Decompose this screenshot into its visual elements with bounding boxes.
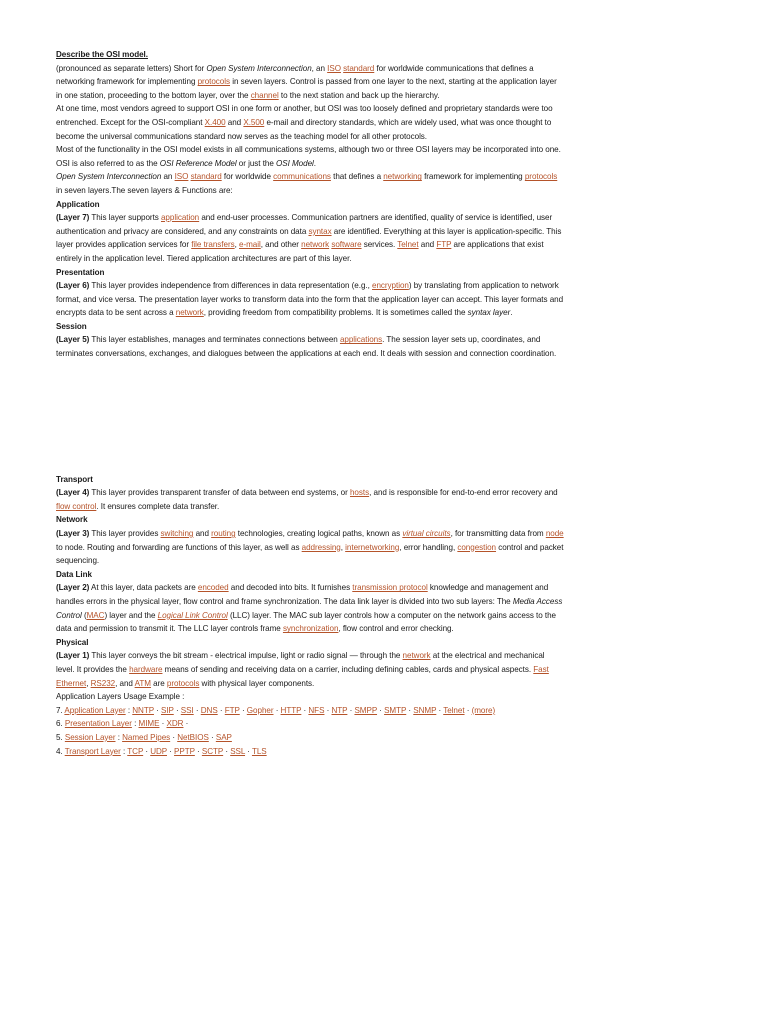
text-link[interactable]: ATM (134, 678, 151, 688)
protocol-link[interactable]: Telnet (443, 705, 465, 715)
separator-dot: · (273, 705, 281, 715)
text-run: This layer conveys the bit stream - electrical impulse, light or radio signal — through the (89, 651, 403, 661)
text-run: control and packet sequencing. (56, 542, 564, 566)
separator-dot: · (324, 705, 332, 715)
text-link[interactable]: MAC (86, 610, 105, 620)
text-run: This layer provides independence from differences in data representation (e.g., (89, 281, 372, 291)
text-run: in seven layers. Control is passed from one layer to the next, starting at the application layer in one station, proceeding to the bottom layer, over the (56, 77, 557, 100)
text-link[interactable]: encoded (197, 583, 229, 593)
text-run: , and (115, 678, 135, 688)
layer-description (56, 333, 564, 360)
text-run: Most of the functionality in the OSI model exists in all communications systems, although two or three OSI layers may be incorporated into one. (56, 145, 561, 155)
document-page (56, 48, 564, 758)
layer-section-application (56, 198, 564, 266)
usage-example-line: 5. Session Layer : Named Pipes · NetBIOS · SAP (56, 732, 232, 742)
layer-number-label: (Layer 5) (56, 335, 90, 345)
separator-dot: · (193, 705, 201, 715)
layer-number-label: (Layer 6) (56, 281, 90, 291)
text-run: Open System Interconnection (206, 63, 312, 73)
separator-dot: · (167, 746, 175, 756)
text-link[interactable]: protocols (524, 172, 558, 182)
layer-description (56, 527, 564, 568)
text-run: at the electrical and mechanical level. It provides the (56, 651, 545, 674)
text-run: or just the (236, 158, 276, 168)
text-run: ) by translating from application to network format, and vice versa. The presentation layer works to transform data into the form that the application layer can accept. This layer formats and encrypts data to be sent across a (56, 281, 564, 318)
text-run: and (225, 117, 244, 127)
text-run: are identified. Everything at this layer is application-specific. This layer provides application services for (56, 226, 562, 250)
text-run: and (418, 240, 437, 250)
separator-dot: · (436, 705, 444, 715)
text-link[interactable]: switching (160, 529, 194, 539)
protocol-link[interactable]: HTTP (280, 705, 302, 715)
text-link[interactable]: virtual circuits (402, 529, 451, 539)
example-number: 6. (56, 719, 65, 729)
page-title: Describe the OSI model. (56, 50, 148, 59)
text-run: . (510, 308, 513, 318)
protocol-link[interactable]: NNTP (132, 705, 154, 715)
text-link[interactable]: standard (190, 172, 222, 182)
text-link[interactable]: internetworking (345, 542, 400, 552)
text-run: , flow control and error checking. (338, 624, 454, 634)
text-run: , (86, 678, 91, 688)
protocol-link[interactable]: SSI (180, 705, 194, 715)
layer-number-label: (Layer 1) (56, 651, 90, 661)
text-run: means of sending and receiving data on a carrier, including defining cables, cards and physical aspects. (162, 664, 534, 674)
text-link[interactable]: software (331, 240, 362, 250)
text-link[interactable]: RS232 (90, 678, 116, 688)
separator-dot: · (143, 746, 151, 756)
text-run: , and other (260, 240, 302, 250)
layer-description (56, 211, 564, 265)
separator-dot: · (153, 705, 161, 715)
text-run: , providing freedom from compatibility problems. It is sometimes called the (203, 308, 468, 318)
text-run: and (193, 529, 212, 539)
protocol-link[interactable]: SSL (230, 746, 246, 756)
separator-dot: · (208, 732, 216, 742)
protocol-link[interactable]: MIME (138, 719, 160, 729)
text-link[interactable]: channel (250, 90, 279, 100)
text-run: for worldwide (221, 172, 274, 182)
text-link[interactable]: Telnet (397, 240, 419, 250)
separator-dot: · (239, 705, 247, 715)
protocol-link[interactable]: SMPP (354, 705, 378, 715)
intro-paragraph-4b (56, 170, 564, 197)
text-link[interactable]: protocols (166, 678, 200, 688)
text-run: an (161, 172, 175, 182)
layer-section-network (56, 513, 564, 567)
separator-dot: · (223, 746, 231, 756)
layer-heading: Physical (56, 637, 89, 647)
text-run: Media Access Control (56, 597, 563, 620)
text-link[interactable]: synchronization (282, 624, 339, 634)
usage-example-line: 4. Transport Layer : TCP · UDP · PPTP · SCTP · SSL · TLS (56, 746, 267, 756)
layer-heading: Transport (56, 474, 93, 484)
text-run: (pronounced as separate letters) Short for (56, 63, 207, 73)
text-run: services. (361, 240, 398, 250)
text-link[interactable]: node (545, 529, 564, 539)
text-link[interactable]: hardware (129, 664, 163, 674)
text-run: are (150, 678, 167, 688)
text-link[interactable]: routing (211, 529, 236, 539)
protocol-link[interactable]: FTP (224, 705, 240, 715)
text-run: for worldwide communications that defines a networking framework for implementing (56, 63, 534, 87)
text-link[interactable]: transmission protocol (352, 583, 428, 593)
text-link[interactable]: communications (273, 172, 331, 182)
text-link[interactable]: addressing (301, 542, 341, 552)
usage-example-line: 7. Application Layer : NNTP · SIP · SSI · DNS · FTP · Gopher · HTTP · NFS · NTP · SMPP · SMTP · SNMP · Telnet · (more) (56, 705, 496, 715)
text-link[interactable]: network (175, 308, 204, 318)
separator-dot: · (194, 746, 202, 756)
text-run: OSI is also referred to as the (56, 158, 160, 168)
protocol-link[interactable]: SCTP (201, 746, 224, 756)
layer-description (56, 486, 564, 513)
text-run: that defines a (330, 172, 384, 182)
text-link[interactable]: network (402, 651, 431, 661)
protocol-link[interactable]: Named Pipes (122, 732, 171, 742)
text-link[interactable]: ISO (174, 172, 189, 182)
protocol-link[interactable]: SMTP (384, 705, 407, 715)
layer-number-label: (Layer 7) (56, 213, 90, 223)
text-link[interactable]: X.400 (204, 117, 226, 127)
separator-dot: · (406, 705, 414, 715)
protocol-link[interactable]: TLS (251, 746, 267, 756)
layer-heading: Presentation (56, 267, 105, 277)
protocol-link[interactable]: SNMP (413, 705, 437, 715)
text-run: . (313, 158, 316, 168)
usage-title: Application Layers Usage Example : (56, 692, 185, 702)
text-run: to the next station and back up the hierarchy. (278, 90, 440, 100)
separator-dot: · (170, 732, 178, 742)
protocol-link[interactable]: SIP (161, 705, 174, 715)
text-run: This layer supports (89, 213, 161, 223)
protocol-link[interactable]: PPTP (174, 746, 195, 756)
text-run: At this layer, data packets are (89, 583, 198, 593)
protocol-link[interactable]: NFS (308, 705, 325, 715)
text-run: , (340, 542, 346, 552)
text-link[interactable]: file transfers (191, 240, 235, 250)
example-layer-link[interactable]: Transport Layer (64, 746, 121, 756)
intro-paragraph-4a (56, 157, 564, 171)
separator-dot: · (173, 705, 181, 715)
text-run: e-mail and directory standards, which are widely used, what was once thought to become the universal communications standard now serves as the teaching model for all other protocols. (56, 117, 552, 141)
text-run: in seven layers.The seven layers & Functions are: (56, 185, 233, 195)
text-run: At one time, most vendors agreed to support OSI in one form or another, but OSI was too loosely defined and proprietary standards were too entrenched. Except for the OSI-compliant (56, 104, 553, 127)
example-layer-link[interactable]: Application Layer (64, 705, 126, 715)
text-run: and decoded into bits. It furnishes (228, 583, 353, 593)
protocol-link[interactable]: NTP (331, 705, 348, 715)
text-run: This layer provides (89, 529, 161, 539)
layer-section-session (56, 320, 564, 361)
text-run: , an (311, 63, 328, 73)
text-run: framework for implementing (421, 172, 525, 182)
text-run: , and is responsible for end-to-end error recovery and (369, 488, 558, 498)
separator-dot: · (347, 705, 355, 715)
text-link[interactable]: encryption (372, 281, 409, 291)
text-link[interactable]: X.500 (243, 117, 265, 127)
page-gap (56, 361, 564, 473)
text-run: knowledge and management and handles errors in the physical layer, flow control and frame synchronization. The data link layer is divided into two sub layers: The (56, 583, 549, 606)
text-run: , error handling, (399, 542, 458, 552)
text-link[interactable]: standard (343, 63, 375, 73)
text-run: This layer establishes, manages and terminates connections between (89, 335, 340, 345)
layer-number-label: (Layer 2) (56, 583, 90, 593)
text-link[interactable]: hosts (349, 488, 370, 498)
separator-dot: · (183, 719, 189, 729)
protocol-link[interactable]: SAP (215, 732, 232, 742)
protocol-link[interactable]: NetBIOS (177, 732, 209, 742)
text-run: (LLC) layer. The MAC sub layer controls how a computer on the network gains access to the data and permission to transmit it. The LLC layer controls frame (56, 610, 557, 634)
example-number: 4. (56, 746, 65, 756)
example-number: 7. (56, 705, 65, 715)
usage-example-line: 6. Presentation Layer : MIME · XDR · (56, 719, 189, 729)
text-run: ) layer and the (104, 610, 158, 620)
text-run: . It ensures complete data transfer. (96, 501, 220, 511)
example-number: 5. (56, 732, 65, 742)
text-run: OSI Model (276, 158, 314, 168)
separator-dot: · (245, 746, 252, 756)
layer-number-label: (Layer 3) (56, 529, 90, 539)
layer-heading: Session (56, 321, 87, 331)
layer-description (56, 279, 564, 320)
separator-dot: · (217, 705, 225, 715)
text-link[interactable]: ISO (327, 63, 341, 73)
text-run: and end-user processes. Communication partners are identified, quality of service is identified, user authentication and privacy are considered, and any constraints on data (56, 213, 553, 236)
text-link[interactable]: Logical Link Control (157, 610, 228, 620)
protocol-link[interactable]: UDP (150, 746, 167, 756)
text-link[interactable]: applications (339, 335, 383, 345)
text-run: to node. Routing and forwarding are functions of this layer, as well as (56, 542, 302, 552)
layer-heading: Network (56, 515, 88, 525)
protocol-link[interactable]: XDR (166, 719, 184, 729)
usage-examples (56, 704, 564, 758)
intro-paragraph-2 (56, 102, 564, 143)
example-layer-link[interactable]: Presentation Layer (64, 719, 132, 729)
text-run: syntax layer (467, 308, 511, 318)
intro-paragraph-1 (56, 62, 564, 103)
layer-heading: Data Link (56, 569, 92, 579)
text-link[interactable]: e-mail (239, 240, 261, 250)
layer-section-data-link (56, 568, 564, 636)
protocol-link[interactable]: Gopher (246, 705, 274, 715)
text-link[interactable]: flow control (56, 501, 97, 511)
layer-section-transport (56, 473, 564, 514)
text-link[interactable]: congestion (457, 542, 497, 552)
text-run: OSI Reference Model (159, 158, 237, 168)
protocol-link[interactable]: DNS (200, 705, 218, 715)
text-run: technologies, creating logical paths, known as (235, 529, 403, 539)
text-link[interactable]: networking (383, 172, 422, 182)
text-link[interactable]: application (160, 213, 200, 223)
layer-number-label: (Layer 4) (56, 488, 90, 498)
protocol-link[interactable]: TCP (127, 746, 144, 756)
text-link[interactable]: syntax (308, 226, 332, 236)
separator-dot: · (377, 705, 385, 715)
text-run: are applications that exist entirely in the application level. Tiered application architectures are part of this layer. (56, 240, 544, 263)
text-run: with physical layer components. (199, 678, 315, 688)
layer-section-physical (56, 636, 564, 690)
text-link[interactable]: network (301, 240, 330, 250)
text-run: , (234, 240, 240, 250)
layer-description (56, 649, 564, 690)
separator-dot: · (301, 705, 309, 715)
text-link[interactable]: protocols (197, 77, 231, 87)
separator-dot: · (159, 719, 167, 729)
text-link[interactable]: Fast Ethernet (56, 664, 549, 688)
more-link[interactable]: (more) (471, 705, 496, 715)
text-run: This layer provides transparent transfer of data between end systems, or (89, 488, 350, 498)
intro-paragraph-3 (56, 143, 564, 157)
text-link[interactable]: FTP (436, 240, 452, 250)
layer-heading: Application (56, 199, 100, 209)
layer-section-presentation (56, 266, 564, 320)
text-run: Open System Interconnection (56, 172, 162, 182)
text-run: , for transmitting data from (450, 529, 546, 539)
text-run: . The session layer sets up, coordinates, and terminates conversations, exchanges, and dialogues between the applications at each end. It deals with session and connection coordination. (56, 335, 557, 359)
example-layer-link[interactable]: Session Layer (64, 732, 116, 742)
layer-description (56, 581, 564, 635)
text-run: ( (81, 610, 87, 620)
